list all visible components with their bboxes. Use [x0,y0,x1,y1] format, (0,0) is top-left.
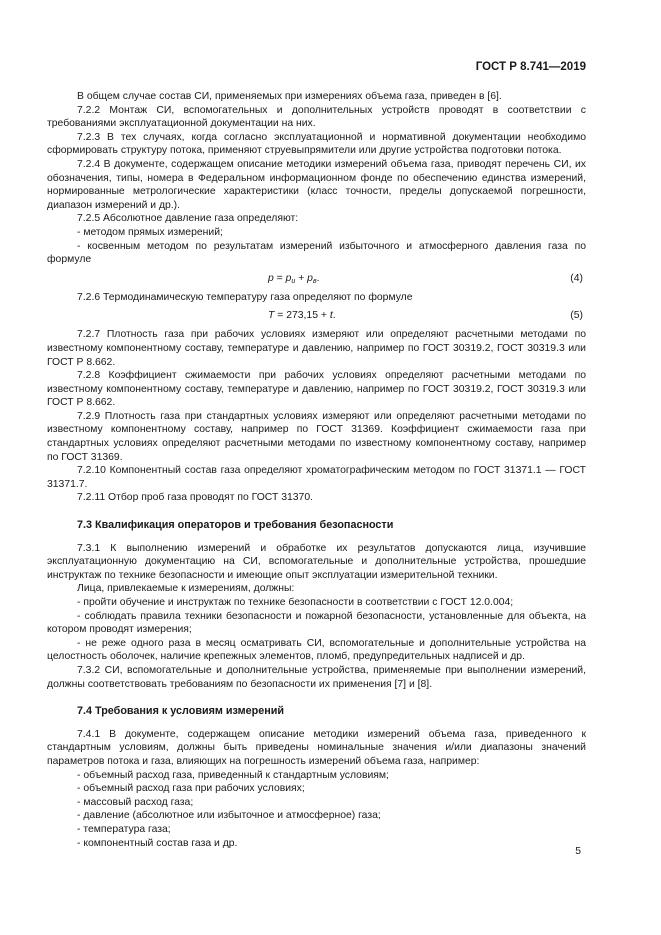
formula-expression: $p = p_и + p_в$. [268,272,320,285]
paragraph: 7.2.3 В тех случаях, когда согласно эксплуатационной и нормативной документации необходимо сформировать структуру потока, применяют струевыпрямители или другие устройства подготовки потока. [47,131,586,157]
formula-expression: T = 273,15 + t. [268,310,336,322]
list-item: - методом прямых измерений; [77,226,223,238]
paragraph: 7.2.11 Отбор проб газа проводят по ГОСТ 31370. [77,492,313,504]
formula-number: (4) [570,272,583,284]
list-item: - давление (абсолютное или избыточное и атмосферное) газа; [77,810,381,822]
paragraph: 7.2.4 В документе, содержащем описание методики измерений объема газа, приводят перечень СИ, их обозначения, типы, номера в Федеральном информационном фонде по обеспечению единства измерений, нормированные метрологические характеристики (класс точности, пределы допускаемой погрешности, диапазон измерений и др.). [47,158,586,211]
section-heading: 7.4 Требования к условиям измерений [77,705,285,718]
paragraph: 7.2.2 Монтаж СИ, вспомогательных и дополнительных устройств проводят в соответствии с требованиями эксплуатационной документации на них. [47,104,586,130]
paragraph: 7.3.1 К выполнению измерений и обработке их результатов допускаются лица, изучившие эксплуатационную документацию на СИ, вспомогательные и дополнительные устройства, прошедшие инструктаж по технике безопасности и имеющие опыт эксплуатации измерительной техники. [47,542,586,581]
paragraph: 7.3.2 СИ, вспомогательные и дополнительные устройства, применяемые при выполнении измерений, должны соответствовать требованиям по безопасности их применения [7] и [8]. [47,664,586,690]
section-heading: 7.3 Квалификация операторов и требования безопасности [77,519,394,532]
paragraph: В общем случае состав СИ, применяемых при измерениях объема газа, приведен в [6]. [77,91,502,102]
paragraph: 7.2.8 Коэффициент сжимаемости при рабочих условиях определяют расчетными методами по известному компонентному составу, температуре и давлению, например по ГОСТ 30319.2, ГОСТ 30319.3 или ГОСТ Р 8.662. [47,370,586,409]
list-item: - массовый расход газа; [77,796,194,808]
paragraph: 7.2.7 Плотность газа при рабочих условиях измеряют или определяют расчетными методами по известному компонентному составу, температуре и давлению, например по ГОСТ 30319.2, ГОСТ 30319.3 или ГОСТ Р 8.662. [47,329,586,368]
paragraph: Лица, привлекаемые к измерениям, должны: [77,583,295,595]
paragraph: 7.2.10 Компонентный состав газа определяют хроматографическим методом по ГОСТ 31371.1 — ГОСТ 31371.7. [47,465,586,490]
paragraph: 7.2.5 Абсолютное давление газа определяют: [77,213,299,225]
list-item: - компонентный состав газа и др. [77,837,238,849]
paragraph: 7.2.9 Плотность газа при стандартных условиях измеряют или определяют расчетными методами по известному компонентному составу, например по ГОСТ 31369. Коэффициент сжимаемости газа при стандартных условиях определяют расчетными методами по известному компонентному составу, например по ГОСТ 31369. [47,410,586,463]
formula [47,270,586,288]
paragraph: 7.4.1 В документе, содержащем описание методики измерений объема газа, приведенного к стандартным условиям, должны быть приведены номинальные значения и/или диапазоны значений параметров потока и газа, влияющих на погрешность измерений объема газа, например: [47,728,586,767]
list-item: - температура газа; [77,823,171,835]
paragraph: 7.2.6 Термодинамическую температуру газа определяют по формуле [77,291,413,303]
document-body [47,90,586,850]
paragraph: - не реже одного раза в месяц осматривать СИ, вспомогательные и дополнительные устройства на целостность оболочек, наличие крепежных элементов, пломб, предупредительных надписей и др. [47,637,586,663]
list-item: - объемный расход газа, приведенный к стандартным условиям; [77,769,389,781]
list-item: - пройти обучение и инструктаж по технике безопасности в соответствии с ГОСТ 12.0.004; [77,597,514,608]
list-item: - объемный расход газа при рабочих условиях; [77,783,305,795]
formula [47,307,586,325]
page-number: 5 [575,846,581,857]
document-header: ГОСТ Р 8.741—2019 [475,61,586,73]
formula-number: (5) [570,310,583,322]
paragraph: - косвенным методом по результатам измерений избыточного и атмосферного давления газа по формуле [47,240,586,266]
paragraph: - соблюдать правила техники безопасности и пожарной безопасности, установленные для объекта, на котором проводят измерения; [47,610,586,636]
